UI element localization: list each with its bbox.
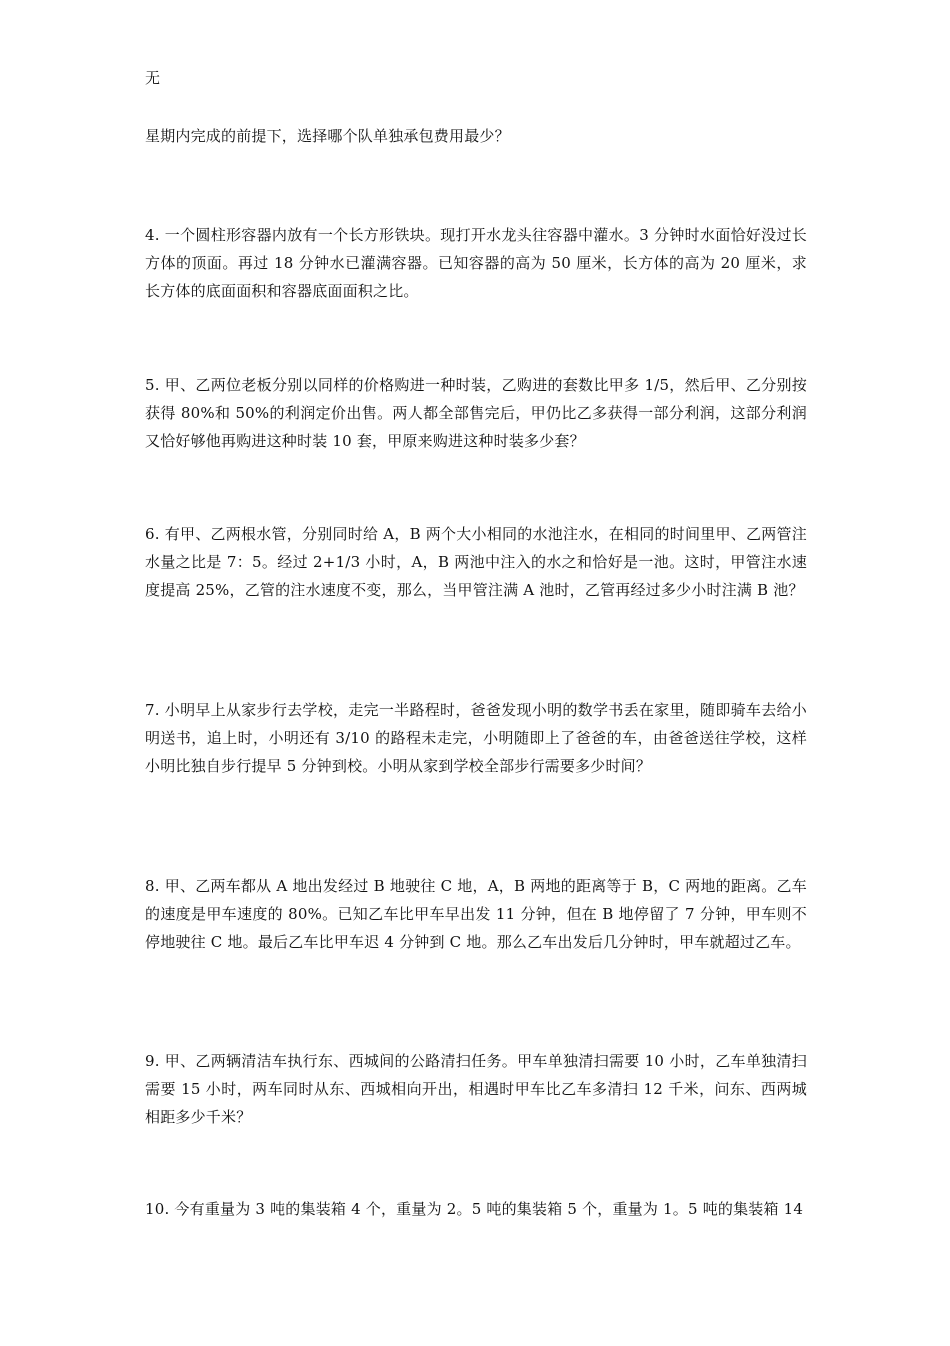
- question-5: 5. 甲、乙两位老板分别以同样的价格购进一种时装，乙购进的套数比甲多 1/5，然后甲、乙分别按获得 80%和 50%的利润定价出售。两人都全部售完后，甲仍比乙多获得一部分利润，这部分利润又恰好够他再购进这种时装 10 套，甲原来购进这种时装多少套？: [145, 376, 807, 450]
- question-3-tail: 星期内完成的前提下，选择哪个队单独承包费用最少？: [145, 127, 510, 145]
- question-10: 10. 今有重量为 3 吨的集装箱 4 个，重量为 2。5 吨的集装箱 5 个，重量为 1。5 吨的集装箱 14: [145, 1200, 804, 1218]
- question-6: 6. 有甲、乙两根水管，分别同时给 A，B 两个大小相同的水池注水，在相同的时间里甲、乙两管注水量之比是 7：5。经过 2+1/3 小时，A，B 两池中注入的水之和恰好是一池。这时，甲管注水速度提高 25%，乙管的注水速度不变，那么，当甲管注满 A 池时，乙管再经过多少小时注满 B 池？: [145, 525, 807, 599]
- question-8: 8. 甲、乙两车都从 A 地出发经过 B 地驶往 C 地，A，B 两地的距离等于 B，C 两地的距离。乙车的速度是甲车速度的 80%。已知乙车比甲车早出发 11 分钟，但在 B 地停留了 7 分钟，甲车则不停地驶往 C 地。最后乙车比甲车迟 4 分钟到 C 地。那么乙车出发后几分钟时，甲车就超过乙车。: [145, 877, 807, 951]
- question-4: 4. 一个圆柱形容器内放有一个长方形铁块。现打开水龙头往容器中灌水。3 分钟时水面恰好没过长方体的顶面。再过 18 分钟水已灌满容器。已知容器的高为 50 厘米，长方体的高为 20 厘米，求长方体的底面面积和容器底面面积之比。: [145, 226, 807, 300]
- question-7: 7. 小明早上从家步行去学校，走完一半路程时，爸爸发现小明的数学书丢在家里，随即骑车去给小明送书，追上时，小明还有 3/10 的路程未走完，小明随即上了爸爸的车，由爸爸送往学校，这样小明比独自步行提早 5 分钟到校。小明从家到学校全部步行需要多少时间？: [145, 701, 807, 775]
- header-word: 无: [145, 69, 161, 87]
- question-9: 9. 甲、乙两辆清洁车执行东、西城间的公路清扫任务。甲车单独清扫需要 10 小时，乙车单独清扫需要 15 小时，两车同时从东、西城相向开出，相遇时甲车比乙车多清扫 12 千米，问东、西两城相距多少千米？: [145, 1052, 807, 1126]
